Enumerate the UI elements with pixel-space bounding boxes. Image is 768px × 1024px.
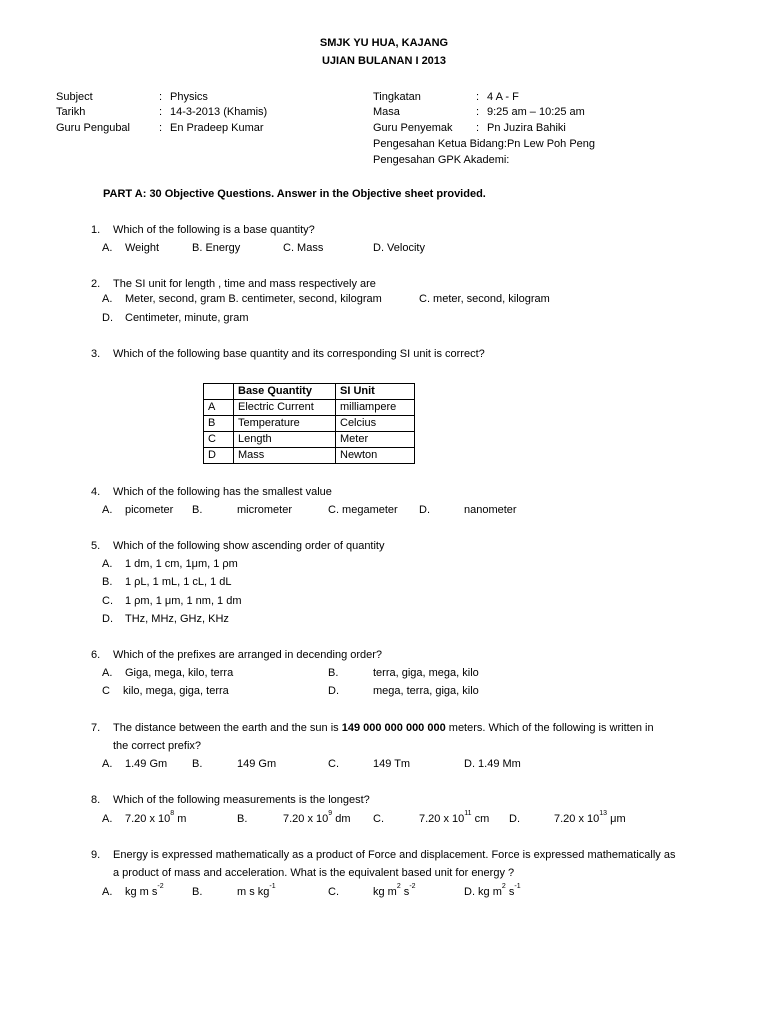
option-letter: D. [328,685,339,697]
option-letter: C. [328,758,339,770]
school-name: SMJK YU HUA, KAJANG [319,37,449,49]
si-unit-table [203,383,415,464]
option-text: kilo, mega, giga, terra [123,685,229,697]
table-cell: C [204,432,234,448]
table-header-row [204,384,415,400]
option-text: 1 ρL, 1 mL, 1 cL, 1 dL [125,576,232,588]
info-value: Pn Juzira Bahiki [487,122,566,134]
table-cell: Temperature [234,416,336,432]
option-letter: A. [102,667,113,679]
question-number: 8. [91,794,101,806]
unit: m s kg [237,886,270,898]
option-text: D. 1.49 Mm [464,758,521,770]
info-label: Tingkatan [373,91,421,103]
table-row [204,400,415,416]
info-value: En Pradeep Kumar [170,122,264,134]
option-text [125,883,164,898]
info-label: Guru Penyemak [373,122,453,134]
question-text-start: The distance between the earth and the sun is [113,722,342,734]
option-text: Meter, second, gram B. centimeter, second, kilogram [125,293,382,305]
option-text: C. megameter [328,504,398,516]
question-text-end: meters. Which of the following is written in [445,722,654,734]
part-a-instructions: PART A: 30 Objective Questions. Answer in the Objective sheet provided. [103,188,486,200]
option-text: terra, giga, mega, kilo [373,667,479,679]
question-text: Which of the following measurements is the longest? [113,794,370,806]
info-value: 9:25 am – 10:25 am [487,106,585,118]
option-text: Centimeter, minute, gram [125,312,249,324]
question-number: 5. [91,540,101,552]
value-base: 7.20 x 10 [125,813,171,825]
question-text [113,722,654,734]
option-text [283,810,351,825]
question-number: 4. [91,486,101,498]
unit: kg m s [125,886,158,898]
table-cell: Celcius [336,416,415,432]
option-letter: B. [192,886,203,898]
option-text: Weight [125,242,160,254]
option-letter: C [102,685,110,697]
table-cell: B [204,416,234,432]
question-text: Energy is expressed mathematically as a product of Force and displacement. Force is expressed mathematically as [113,849,676,861]
table-header-cell [204,384,234,400]
exam-title: UJIAN BULANAN I 2013 [321,55,447,67]
option-letter: C. [373,813,384,825]
unit: dm [332,813,351,825]
option-letter: A. [102,293,113,305]
distance-value: 149 000 000 000 000 [341,722,446,734]
exponent: -2 [409,883,416,890]
option-letter: B. [328,667,339,679]
info-label: Masa [373,106,400,118]
table-header-cell: Base Quantity [234,384,336,400]
unit: D. kg m [464,886,502,898]
option-text: B. Energy [192,242,241,254]
option-text: Giga, mega, kilo, terra [125,667,234,679]
option-text [237,883,276,898]
table-cell: A [204,400,234,416]
question-number: 7. [91,722,101,734]
endorsement-academic: Pengesahan GPK Akademi: [373,154,510,166]
table-cell: Length [234,432,336,448]
exponent: -1 [514,883,521,890]
table-cell: Newton [336,448,415,464]
option-text: 149 Tm [373,758,411,770]
table-cell: Electric Current [234,400,336,416]
option-letter: A. [102,758,113,770]
option-letter: A. [102,558,113,570]
option-text: 1 ρm, 1 μm, 1 nm, 1 dm [125,595,242,607]
table-row [204,448,415,464]
info-colon: : [476,106,480,118]
option-letter: C. [328,886,339,898]
option-text [464,883,521,898]
info-value: 4 A - F [487,91,519,103]
info-value: Physics [170,91,208,103]
option-letter: A. [102,242,113,254]
exponent: 13 [599,810,608,817]
option-text: 1.49 Gm [125,758,168,770]
option-text [419,810,490,825]
info-label: Subject [56,91,93,103]
question-text: The SI unit for length , time and mass respectively are [113,278,376,290]
value-base: 7.20 x 10 [419,813,465,825]
table-header-cell: SI Unit [336,384,415,400]
table-row [204,432,415,448]
question-number: 9. [91,849,101,861]
question-text: Which of the following base quantity and its corresponding SI unit is correct? [113,348,485,360]
unit: s [400,886,410,898]
option-text [125,810,187,825]
exponent: -2 [157,883,164,890]
option-letter: B. [192,504,203,516]
unit: cm [471,813,490,825]
unit: s [505,886,515,898]
option-letter: A. [102,813,113,825]
info-label: Tarikh [56,106,86,118]
option-letter: A. [102,886,113,898]
info-value: 14-3-2013 (Khamis) [170,106,268,118]
option-letter: D. [102,312,113,324]
option-text: 149 Gm [237,758,277,770]
value-base: 7.20 x 10 [554,813,600,825]
info-colon: : [159,91,163,103]
endorsement-head: Pengesahan Ketua Bidang:Pn Lew Poh Peng [373,138,596,150]
option-letter: B. [192,758,203,770]
info-colon: : [159,122,163,134]
exponent: -1 [269,883,276,890]
exponent: 2 [501,883,506,890]
option-text: 1 dm, 1 cm, 1μm, 1 ρm [125,558,238,570]
question-text-line-2: a product of mass and acceleration. What is the equivalent based unit for energy ? [113,867,515,879]
info-label: Guru Pengubal [56,122,130,134]
info-colon: : [476,91,480,103]
option-text [373,883,416,898]
question-text-line-2: the correct prefix? [113,740,202,752]
option-letter: B. [102,576,113,588]
option-text: C. meter, second, kilogram [419,293,550,305]
question-text: Which of the following has the smallest value [113,486,332,498]
option-text: nanometer [464,504,517,516]
option-letter: B. [237,813,248,825]
option-text: THz, MHz, GHz, KHz [125,613,229,625]
question-number: 1. [91,224,101,236]
option-letter: D. [509,813,520,825]
option-text: D. Velocity [373,242,425,254]
option-letter: D. [419,504,430,516]
option-text [554,810,626,825]
table-cell: Mass [234,448,336,464]
option-text: micrometer [237,504,293,516]
question-number: 2. [91,278,101,290]
question-text: Which of the following show ascending order of quantity [113,540,385,552]
exponent: 11 [464,810,472,817]
question-number: 6. [91,649,101,661]
question-number: 3. [91,348,101,360]
table-cell: milliampere [336,400,415,416]
exponent: 8 [170,810,175,817]
info-colon: : [159,106,163,118]
question-text: Which of the prefixes are arranged in decending order? [113,649,383,661]
option-text: C. Mass [283,242,324,254]
option-letter: D. [102,613,113,625]
option-letter: A. [102,504,113,516]
unit: μm [607,813,626,825]
unit: m [174,813,187,825]
info-colon: : [476,122,480,134]
table-row [204,416,415,432]
table-cell: D [204,448,234,464]
option-letter: C. [102,595,113,607]
unit: kg m [373,886,397,898]
exponent: 9 [328,810,333,817]
value-base: 7.20 x 10 [283,813,329,825]
option-text: picometer [125,504,174,516]
option-text: mega, terra, giga, kilo [373,685,479,697]
exponent: 2 [396,883,401,890]
table-cell: Meter [336,432,415,448]
question-text: Which of the following is a base quantity? [113,224,315,236]
